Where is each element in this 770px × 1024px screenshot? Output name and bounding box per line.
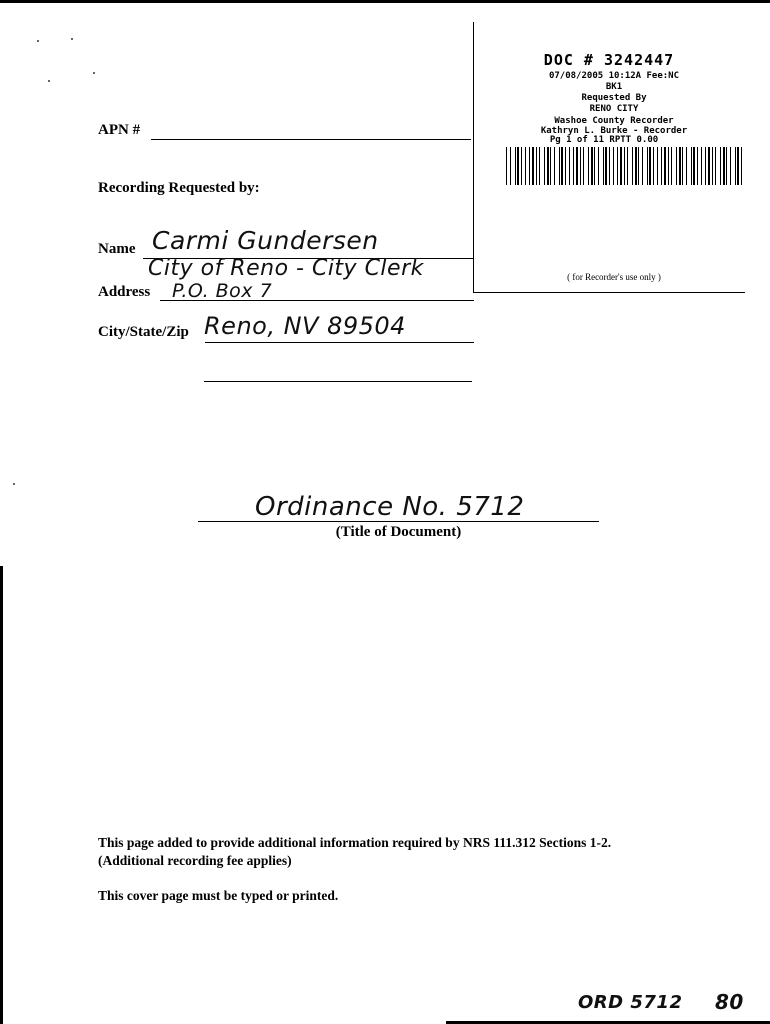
barcode-bar <box>613 147 614 185</box>
scan-speck <box>37 40 39 42</box>
barcode-bar <box>676 147 677 185</box>
barcode-bar <box>642 147 643 185</box>
barcode-bar <box>550 147 551 185</box>
page-info: Pg 1 of 11 RPTT 0.00 <box>549 135 659 145</box>
barcode-bar <box>605 147 607 185</box>
requested-by-label: Requested By <box>581 93 647 103</box>
barcode-bar <box>653 147 654 185</box>
barcode-bar <box>723 147 725 185</box>
barcode-bar <box>583 147 584 185</box>
barcode-bar <box>569 147 570 185</box>
barcode-bar <box>554 147 555 185</box>
barcode-bar <box>686 147 687 185</box>
barcode-bar <box>668 147 669 185</box>
barcode-bar <box>559 147 560 185</box>
page-reference: 80 <box>715 990 744 1014</box>
extra-address-line <box>204 381 472 382</box>
barcode-bar <box>705 147 706 185</box>
barcode-bar <box>649 147 651 185</box>
barcode-bar <box>632 147 633 185</box>
barcode-bar <box>521 147 522 185</box>
barcode-bar <box>691 147 692 185</box>
barcode-bar <box>573 147 574 185</box>
address-label: Address <box>98 284 151 300</box>
barcode-bar <box>638 147 639 185</box>
barcode-bar <box>661 147 662 185</box>
barcode-bar <box>664 147 666 185</box>
barcode-bar <box>591 147 593 185</box>
typed-note: This cover page must be typed or printed. <box>98 888 339 903</box>
barcode-bar <box>598 147 599 185</box>
fee-note: (Additional recording fee applies) <box>98 853 292 868</box>
barcode-bar <box>510 147 511 185</box>
barcode-bar <box>741 147 742 185</box>
barcode-bar <box>617 147 618 185</box>
requested-by: RENO CITY <box>589 104 639 114</box>
barcode-bar <box>682 147 683 185</box>
barcode-bar <box>679 147 681 185</box>
barcode-bar <box>735 147 736 185</box>
barcode-bar <box>576 147 578 185</box>
scan-speck <box>13 483 15 485</box>
barcode-bar <box>588 147 589 185</box>
barcode-bar <box>737 147 739 185</box>
barcode-bar <box>609 147 610 185</box>
recording-requested-label: Recording Requested by: <box>98 180 260 196</box>
barcode-bar <box>647 147 648 185</box>
entity-value: City of Reno - City Clerk <box>148 256 424 281</box>
barcode-bar <box>515 147 516 185</box>
barcode-bar <box>580 147 581 185</box>
doc-number: DOC # 3242447 <box>543 51 675 69</box>
barcode-bar <box>565 147 566 185</box>
scan-speck <box>93 72 95 74</box>
barcode-bar <box>720 147 721 185</box>
barcode-bar <box>712 147 713 185</box>
scan-speck <box>48 80 50 82</box>
barcode-bar <box>529 147 530 185</box>
barcode-bar <box>532 147 534 185</box>
barcode-image <box>506 147 742 185</box>
barcode-bar <box>594 147 595 185</box>
document-title-value: Ordinance No. 5712 <box>255 492 525 522</box>
barcode-bar <box>525 147 526 185</box>
barcode-bar <box>697 147 698 185</box>
recorder-name: Kathryn L. Burke - Recorder <box>540 126 688 136</box>
barcode-bar <box>671 147 672 185</box>
city-state-zip-line <box>205 342 474 343</box>
book: BK1 <box>605 82 623 92</box>
barcode-bar <box>708 147 710 185</box>
city-state-zip-value: Reno, NV 89504 <box>204 312 406 340</box>
document-title-line <box>198 521 599 522</box>
recorder-use-note: ( for Recorder's use only ) <box>567 272 661 282</box>
barcode-bar <box>620 147 622 185</box>
barcode-bar <box>701 147 702 185</box>
barcode-bar <box>536 147 537 185</box>
name-label: Name <box>98 241 136 257</box>
recorder-box <box>473 22 745 293</box>
address-value: P.O. Box 7 <box>172 280 273 302</box>
barcode-bar <box>657 147 658 185</box>
barcode-bar <box>603 147 604 185</box>
barcode-bar <box>517 147 519 185</box>
apn-line <box>151 139 471 140</box>
county-recorder: Washoe County Recorder <box>554 116 674 126</box>
barcode-bar <box>730 147 731 185</box>
barcode-bar <box>726 147 727 185</box>
recorded-datetime-fee: 07/08/2005 10:12A Fee:NC <box>548 71 680 81</box>
nrs-note: This page added to provide additional information required by NRS 111.312 Sections 1-2. <box>98 835 612 850</box>
barcode-bar <box>544 147 545 185</box>
barcode-bar <box>506 147 507 185</box>
barcode-bar <box>624 147 625 185</box>
ordinance-reference: ORD 5712 <box>578 992 683 1013</box>
apn-label: APN # <box>98 122 141 138</box>
barcode-bar <box>693 147 695 185</box>
barcode-bar <box>627 147 628 185</box>
scan-edge-left <box>0 566 3 1024</box>
barcode-bar <box>715 147 716 185</box>
name-value: Carmi Gundersen <box>152 226 379 255</box>
barcode-bar <box>561 147 563 185</box>
address-line <box>160 300 474 301</box>
scan-edge-top <box>0 0 770 3</box>
scan-speck <box>71 38 73 40</box>
barcode-bar <box>635 147 637 185</box>
city-state-zip-label: City/State/Zip <box>98 324 189 340</box>
barcode-bar <box>539 147 540 185</box>
document-title-caption: (Title of Document) <box>335 524 462 540</box>
barcode-bar <box>547 147 549 185</box>
